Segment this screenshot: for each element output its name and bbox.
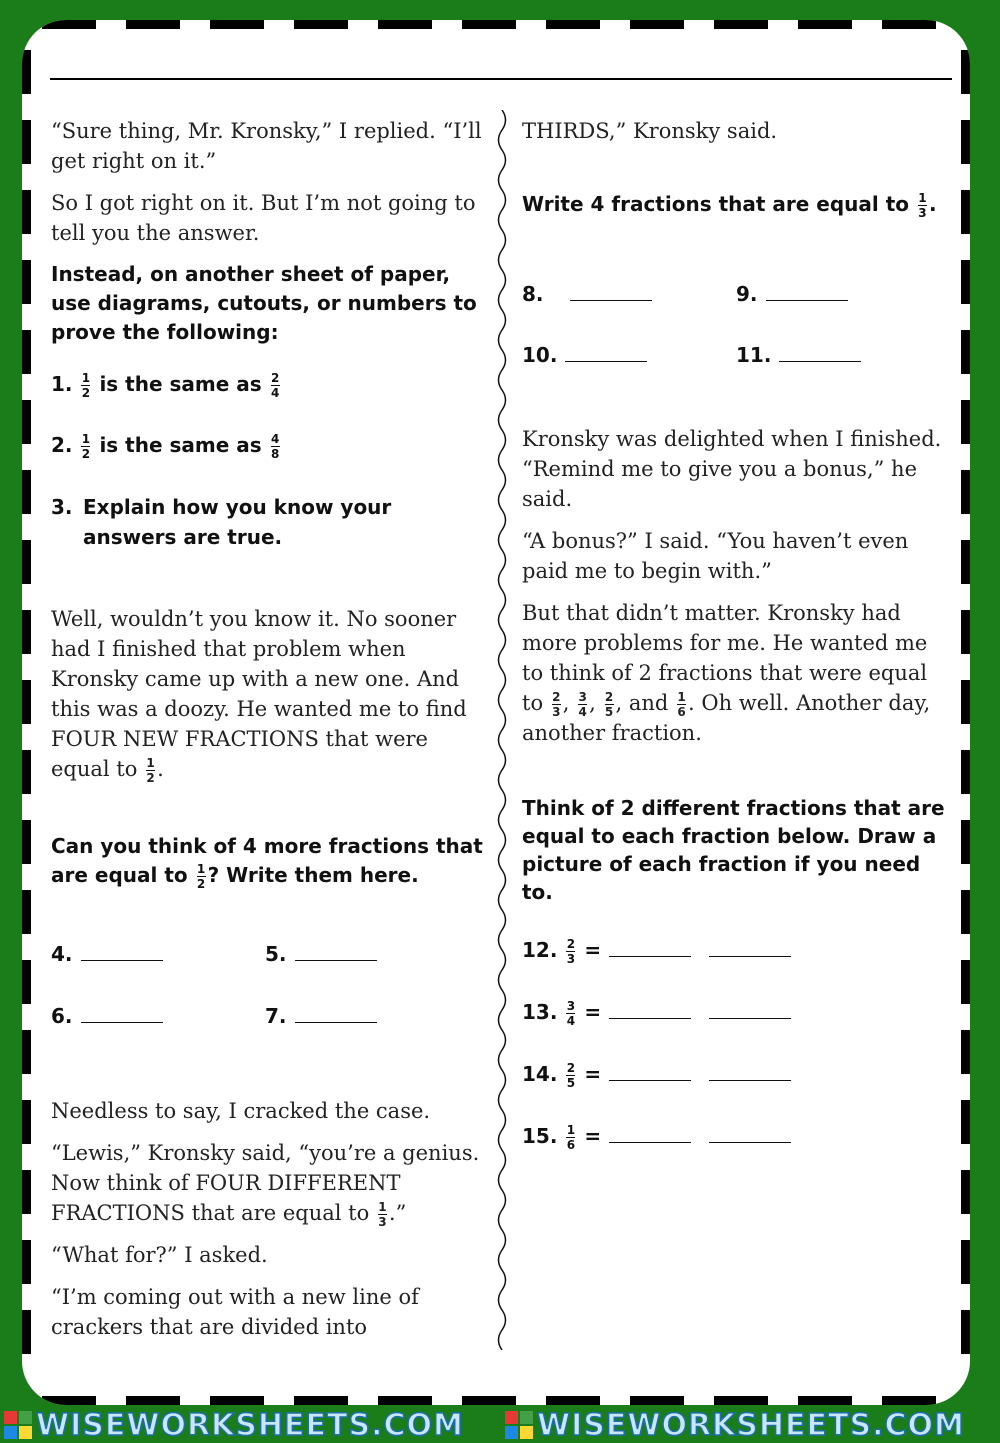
answer-15a-blank[interactable] (609, 1124, 691, 1143)
answer-6-blank[interactable] (81, 1004, 163, 1023)
fraction-one-half: $\frac{1}{2}$ (81, 371, 91, 400)
answer-13: 13. $\frac{3}{4}$ = (522, 1000, 791, 1027)
answer-12: 12. $\frac{2}{3}$ = (522, 938, 791, 965)
fraction-one-half: $\frac{1}{2}$ (196, 862, 206, 891)
paragraph-more-problems: But that didn’t matter. Kronsky had more problems for me. He wanted me to think of 2 fractions that were equal to $\frac{2}{3}$ , $\frac{3}{4}$ , $\frac{2}{5}$ , and $\frac{1}{6}$ . Oh well. Another day, another fraction. (522, 601, 931, 745)
fraction-two-thirds: $\frac{2}{3}$ (552, 690, 561, 719)
answer-7: 7. (265, 1004, 377, 1028)
left-column-end (51, 1096, 491, 1354)
fraction-two-fifths: $\frac{2}{5}$ (566, 1061, 576, 1090)
answer-4: 4. (51, 942, 163, 966)
fraction-three-fourths: $\frac{3}{4}$ (578, 690, 587, 719)
paragraph-answer: So I got right on it. But I’m not going to tell you the answer. (51, 191, 476, 245)
column-divider (492, 110, 512, 1350)
answer-12b-blank[interactable] (709, 938, 791, 957)
brand-text: WISEWORKSHEETS.COM (36, 1408, 464, 1443)
footer-watermark (0, 1406, 1000, 1443)
left-column-story (51, 604, 491, 796)
question-1: 1. $\frac{1}{2}$ is the same as $\frac{2}{4}$ (51, 371, 280, 400)
paragraph-cracked: Needless to say, I cracked the case. (51, 1099, 431, 1123)
paragraph-delighted: Kronsky was delighted when I finished. “Remind me to give you a bonus,” he said. (522, 427, 942, 511)
task-four-more-fractions: Can you think of 4 more fractions that are equal to $\frac{1}{2}$ ? Write them here. (51, 834, 483, 891)
right-dashed-border (961, 50, 970, 1380)
brand-text: WISEWORKSHEETS.COM (537, 1408, 965, 1443)
answer-14: 14. $\frac{2}{5}$ = (522, 1062, 791, 1089)
answer-9-blank[interactable] (766, 282, 848, 301)
answer-5: 5. (265, 942, 377, 966)
question-3: 3. Explain how you know your answers are true. (51, 495, 392, 549)
left-column (51, 116, 491, 359)
answer-14a-blank[interactable] (609, 1062, 691, 1081)
task-two-different-fractions: Think of 2 different fractions that are equal to each fraction below. Draw a picture of each fraction if you need to. (522, 796, 945, 904)
answer-15: 15. $\frac{1}{6}$ = (522, 1124, 791, 1151)
paragraph-bonus: “A bonus?” I said. “You haven’t even paid me to begin with.” (522, 529, 909, 583)
fraction-one-sixth: $\frac{1}{6}$ (677, 690, 686, 719)
right-column-story (522, 424, 952, 760)
fraction-two-fourths: $\frac{2}{4}$ (270, 371, 280, 400)
paragraph-what-for: “What for?” I asked. (51, 1243, 268, 1267)
answer-12a-blank[interactable] (609, 938, 691, 957)
answer-13a-blank[interactable] (609, 1000, 691, 1019)
fraction-four-eighths: $\frac{4}{8}$ (270, 432, 280, 461)
paragraph-doozy: Well, wouldn’t you know it. No sooner had I finished that problem when Kronsky came up with a new one. And this was a doozy. He wanted me to find FOUR NEW FRACTIONS that were equal to $\frac{1}{2}$ . (51, 607, 467, 785)
paragraph-crackers: “I’m coming out with a new line of crackers that are divided into (51, 1285, 419, 1339)
question-2: 2. $\frac{1}{2}$ is the same as $\frac{4}{8}$ (51, 432, 280, 461)
answer-6: 6. (51, 1004, 163, 1028)
fraction-three-fourths: $\frac{3}{4}$ (566, 999, 576, 1028)
right-column (522, 116, 952, 158)
worksheet-page (22, 20, 970, 1405)
paragraph-reply: “Sure thing, Mr. Kronsky,” I replied. “I’ll get right on it.” (51, 119, 482, 173)
paragraph-thirds: THIRDS,” Kronsky said. (522, 119, 778, 143)
brand-logo-icon (4, 1411, 32, 1439)
instruction-prove: Instead, on another sheet of paper, use diagrams, cutouts, or numbers to prove the following: (51, 262, 477, 344)
left-dashed-border (22, 50, 31, 1380)
answer-10: 10. (522, 343, 647, 367)
fraction-one-third: $\frac{1}{3}$ (378, 1200, 387, 1229)
fraction-two-fifths: $\frac{2}{5}$ (604, 690, 614, 719)
answer-11: 11. (736, 343, 861, 367)
fraction-one-third: $\frac{1}{3}$ (918, 191, 927, 220)
top-dashed-border (42, 20, 942, 29)
answer-15b-blank[interactable] (709, 1124, 791, 1143)
answer-14b-blank[interactable] (709, 1062, 791, 1081)
brand-logo-icon (505, 1411, 533, 1439)
answer-9: 9. (736, 282, 848, 306)
answer-8: 8. (522, 282, 652, 306)
fraction-one-sixth: $\frac{1}{6}$ (566, 1123, 576, 1152)
answer-13b-blank[interactable] (709, 1000, 791, 1019)
bottom-dashed-border (42, 1396, 942, 1405)
fraction-one-half: $\frac{1}{2}$ (81, 432, 91, 461)
paragraph-genius: “Lewis,” Kronsky said, “you’re a genius. Now think of FOUR DIFFERENT FRACTIONS that are equal to $\frac{1}{3}$ .” (51, 1141, 480, 1229)
answer-5-blank[interactable] (295, 942, 377, 961)
answer-7-blank[interactable] (295, 1004, 377, 1023)
answer-8-blank[interactable] (570, 282, 652, 301)
answer-10-blank[interactable] (565, 343, 647, 362)
answer-11-blank[interactable] (779, 343, 861, 362)
answer-4-blank[interactable] (81, 942, 163, 961)
header-rule (50, 78, 952, 80)
fraction-one-half: $\frac{1}{2}$ (146, 756, 155, 785)
task-fractions-one-third: Write 4 fractions that are equal to $\frac{1}{3}$ . (522, 191, 937, 220)
fraction-two-thirds: $\frac{2}{3}$ (566, 937, 576, 966)
